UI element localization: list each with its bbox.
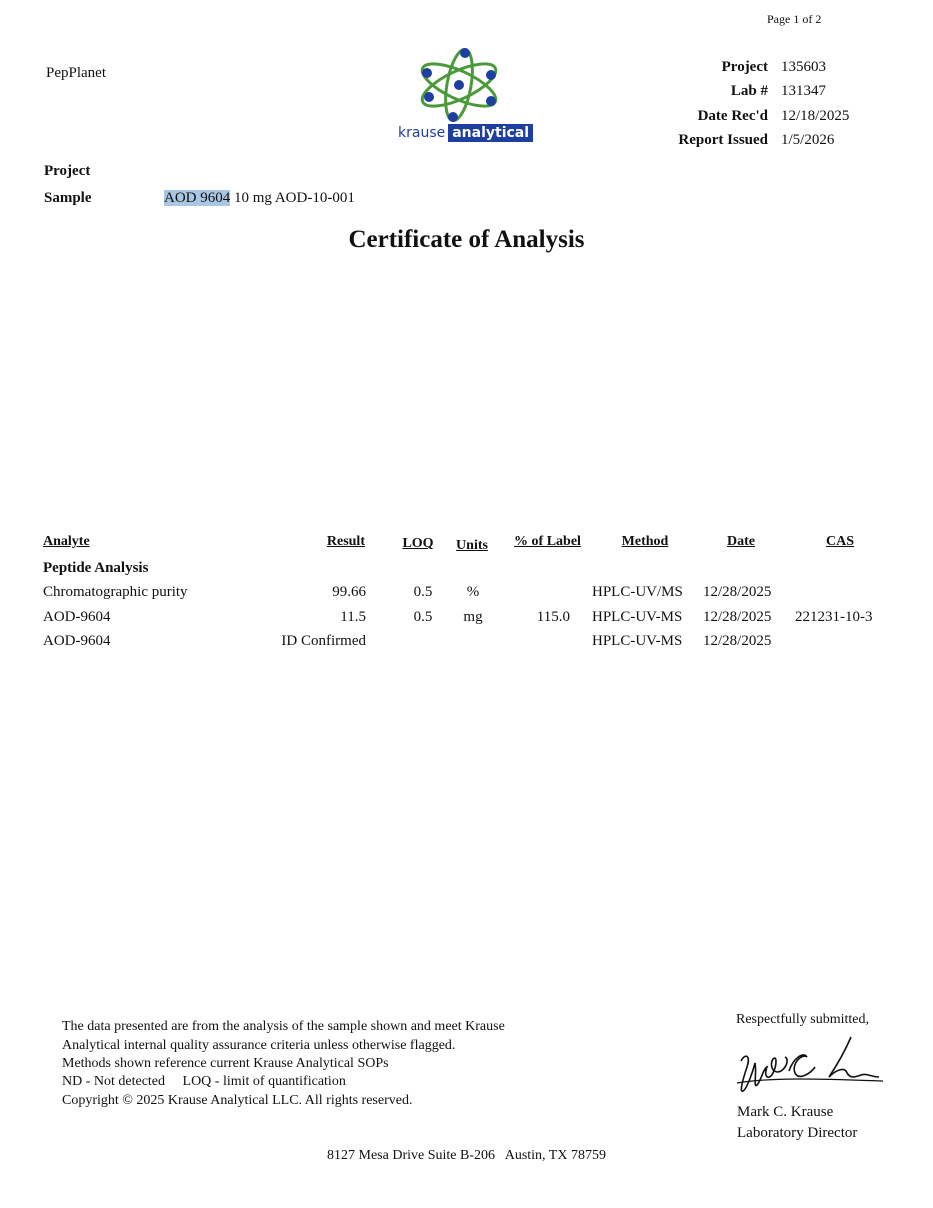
project-label: Project: [721, 59, 768, 75]
cell-units: mg: [463, 609, 483, 625]
signer-name: Mark C. Krause: [737, 1104, 834, 1120]
header-units: Units: [456, 538, 488, 553]
sample-value: [164, 190, 355, 207]
cell-loq: 0.5: [413, 584, 433, 600]
footer-note: Methods shown reference current Krause Analytical SOPs: [62, 1056, 389, 1071]
signature: [733, 1033, 888, 1103]
header-cas: CAS: [825, 534, 854, 549]
sample-detail: 10 mg AOD-10-001: [234, 190, 355, 206]
cell-method: HPLC-UV/MS: [592, 584, 683, 600]
header-method: Method: [621, 534, 669, 549]
cell-date: 12/28/2025: [703, 609, 772, 625]
cell-result: 99.66: [332, 584, 366, 600]
cell-analyte: AOD-9604: [43, 633, 111, 649]
cell-method: HPLC-UV-MS: [592, 633, 683, 649]
section-title: Peptide Analysis: [43, 560, 149, 576]
sample-highlight[interactable]: AOD 9604: [164, 190, 231, 206]
footer-note: ND - Not detected LOQ - limit of quantification: [62, 1074, 346, 1089]
cell-analyte: AOD-9604: [43, 609, 111, 625]
signature-icon: [733, 1033, 888, 1098]
signer-title: Laboratory Director: [737, 1125, 858, 1141]
submitted-text: Respectfully submitted,: [736, 1012, 869, 1027]
header-pct-label: % of Label: [514, 534, 581, 549]
cell-units: %: [466, 584, 480, 600]
cell-result: 11.5: [340, 609, 366, 625]
logo-wordmark: krause analytical: [398, 125, 533, 141]
document-title: Certificate of Analysis: [348, 226, 585, 253]
copyright-note: Copyright © 2025 Krause Analytical LLC. All rights reserved.: [62, 1093, 413, 1108]
lab-address: 8127 Mesa Drive Suite B-206 Austin, TX 78759: [327, 1148, 606, 1163]
client-name: PepPlanet: [46, 65, 106, 81]
cell-pct-label: 115.0: [536, 609, 570, 625]
cell-cas: 221231-10-3: [795, 609, 873, 625]
footer-note: Analytical internal quality assurance criteria unless otherwise flagged.: [62, 1038, 456, 1053]
header-result: Result: [326, 534, 365, 549]
cell-loq: 0.5: [413, 609, 433, 625]
cell-date: 12/28/2025: [703, 584, 772, 600]
report-issued-date: 1/5/2026: [781, 132, 835, 148]
cell-date: 12/28/2025: [703, 633, 772, 649]
header-date: Date: [727, 534, 755, 549]
sample-field-label: Sample: [44, 190, 92, 206]
header-analyte: Analyte: [43, 534, 90, 549]
cell-result: ID Confirmed: [281, 633, 366, 649]
report-issued-label: Report Issued: [678, 132, 768, 148]
project-field-label: Project: [44, 163, 91, 179]
page-number: Page 1 of 2: [767, 12, 822, 26]
footer-note: The data presented are from the analysis of the sample shown and meet Krause: [62, 1019, 505, 1034]
header-loq: LOQ: [402, 536, 434, 551]
atom-logo-icon: [395, 45, 535, 125]
project-number: 135603: [781, 59, 826, 75]
date-received: 12/18/2025: [781, 108, 850, 124]
company-logo: [395, 45, 535, 149]
lab-number-label: Lab #: [730, 83, 768, 99]
date-received-label: Date Rec'd: [697, 108, 768, 124]
cell-analyte: Chromatographic purity: [43, 584, 188, 600]
cell-method: HPLC-UV-MS: [592, 609, 683, 625]
lab-number: 131347: [781, 83, 826, 99]
